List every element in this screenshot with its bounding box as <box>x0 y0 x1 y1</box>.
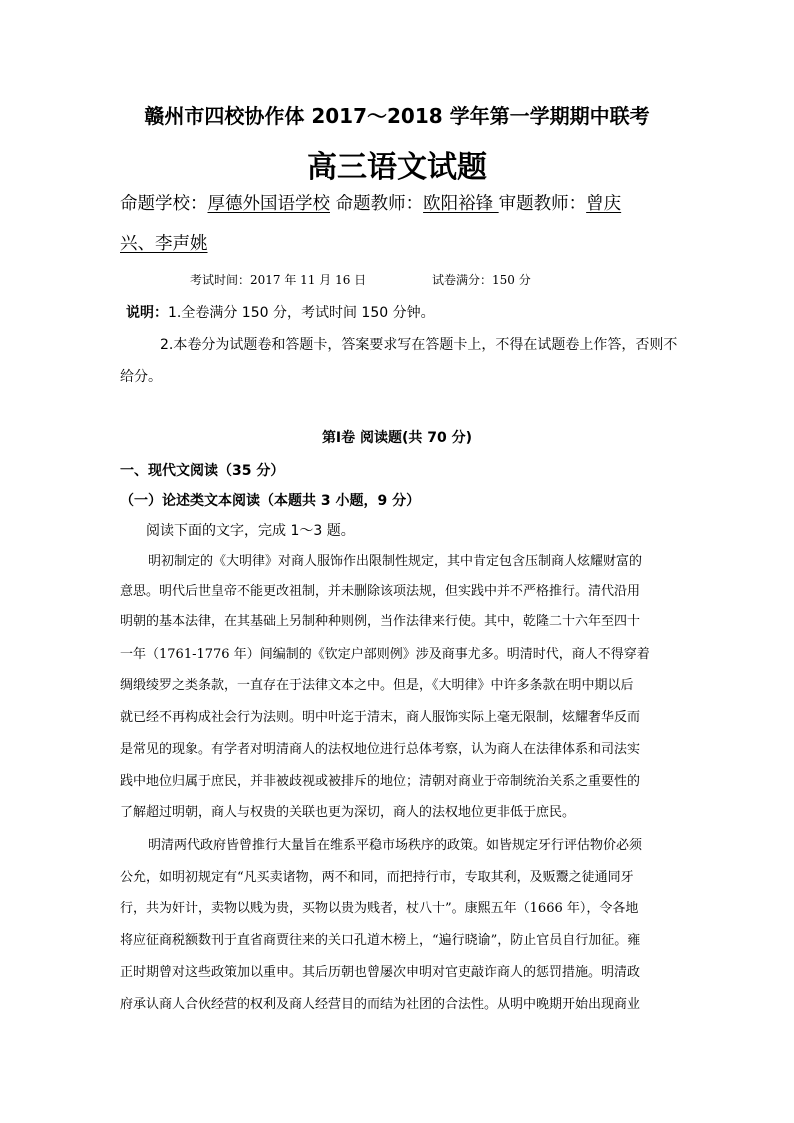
passage-line: 行，共为奸计，卖物以贱为贵，买物以贵为贱者，杖八十”。康熙五年（1666 年），令各地 <box>120 901 639 916</box>
exam-time: 考试时间：2017 年 11 月 16 日 <box>190 273 367 287</box>
passage-line: 践中地位归属于庶民，并非被歧视或被排斥的地位；清朝对商业于帝制统治关系之重要性的 <box>120 774 641 789</box>
school-value: 厚德外国语学校 <box>207 194 330 214</box>
exam-title: 赣州市四校协作体 2017～2018 学年第一学期期中联考 <box>144 104 650 128</box>
instruction-label: 说明： <box>126 305 168 321</box>
passage-line: 就已经不再构成社会行为法则。明中叶迄于清末，商人服饰实际上毫无限制，炫耀奢华反而 <box>120 710 641 725</box>
passage-line: 绸缎绫罗之类条款，一直存在于法律文本之中。但是，《大明律》中许多条款在明中期以后 <box>120 678 634 693</box>
author-value: 欧阳裕锋 <box>423 194 499 214</box>
subsection-heading: （一）论述类文本阅读（本题共 3 小题，9 分） <box>120 493 421 509</box>
instruction-item1 <box>126 302 435 322</box>
passage-line: 将应征商税额数刊于直省商贾往来的关口孔道木榜上，“遍行晓谕”，防止官员自行加征。雍 <box>120 933 641 948</box>
school-label: 命题学校： <box>120 194 208 214</box>
passage-line: 公允，如明初规定有“凡买卖诸物，两不和同，而把持行市，专取其利，及贩鬻之徒通同牙 <box>120 870 634 885</box>
author-info-line2 <box>120 230 208 255</box>
passage-line: 明初制定的《大明律》对商人服饰作出限制性规定，其中肯定包含压制商人炫耀财富的 <box>148 554 643 569</box>
passage-line: 一年（1761-1776 年）间编制的《钦定户部则例》涉及商事尤多。明清时代，商人不得穿着 <box>120 647 650 662</box>
reviewer-value-part2: 兴、李声姚 <box>120 234 208 254</box>
instruction-item2-line1: 2.本卷分为试题卷和答题卡，答案要求写在答题卡上，不得在试题卷上作答，否则不 <box>160 337 678 353</box>
reading-prompt: 阅读下面的文字，完成 1～3 题。 <box>146 523 355 539</box>
reviewer-label: 审题教师： <box>498 194 587 214</box>
reviewer-value-part1: 曾庆 <box>586 194 622 214</box>
passage-line: 明朝的基本法律，在其基础上另制种种则例，当作法律来行使。其中，乾隆二十六年至四十 <box>120 614 641 629</box>
section-heading: 一、现代文阅读（35 分） <box>120 463 285 479</box>
passage-line: 正时期曾对这些政策加以重申。其后历朝也曾屡次申明对官吏敲诈商人的惩罚措施。明清政 <box>120 965 641 980</box>
full-score: 试卷满分：150 分 <box>432 273 531 287</box>
author-label: 命题教师： <box>335 194 424 214</box>
passage-line: 了解超过明朝，商人与权贵的关联也更为深切，商人的法权地位更非低于庶民。 <box>120 805 576 820</box>
instruction-text1: 1.全卷满分 150 分，考试时间 150 分钟。 <box>168 305 435 321</box>
passage-line: 明清两代政府皆曾推行大量旨在维系平稳市场秩序的政策。如皆规定牙行评估物价必须 <box>148 838 643 853</box>
passage-line: 是常见的现象。有学者对明清商人的法权地位进行总体考察，认为商人在法律体系和司法实 <box>120 742 641 757</box>
author-info-line1 <box>120 190 621 215</box>
instruction-item2-line2: 给分。 <box>120 369 162 385</box>
part-heading: 第Ⅰ卷 阅读题(共 70 分) <box>321 430 473 446</box>
passage-line: 意思。明代后世皇帝不能更改祖制，并未删除该项法规，但实践中并不严格推行。清代沿用 <box>120 584 641 599</box>
exam-subtitle: 高三语文试题 <box>307 150 487 185</box>
passage-line: 府承认商人合伙经营的权利及商人经营目的而结为社团的合法性。从明中晚期开始出现商业 <box>120 997 641 1012</box>
